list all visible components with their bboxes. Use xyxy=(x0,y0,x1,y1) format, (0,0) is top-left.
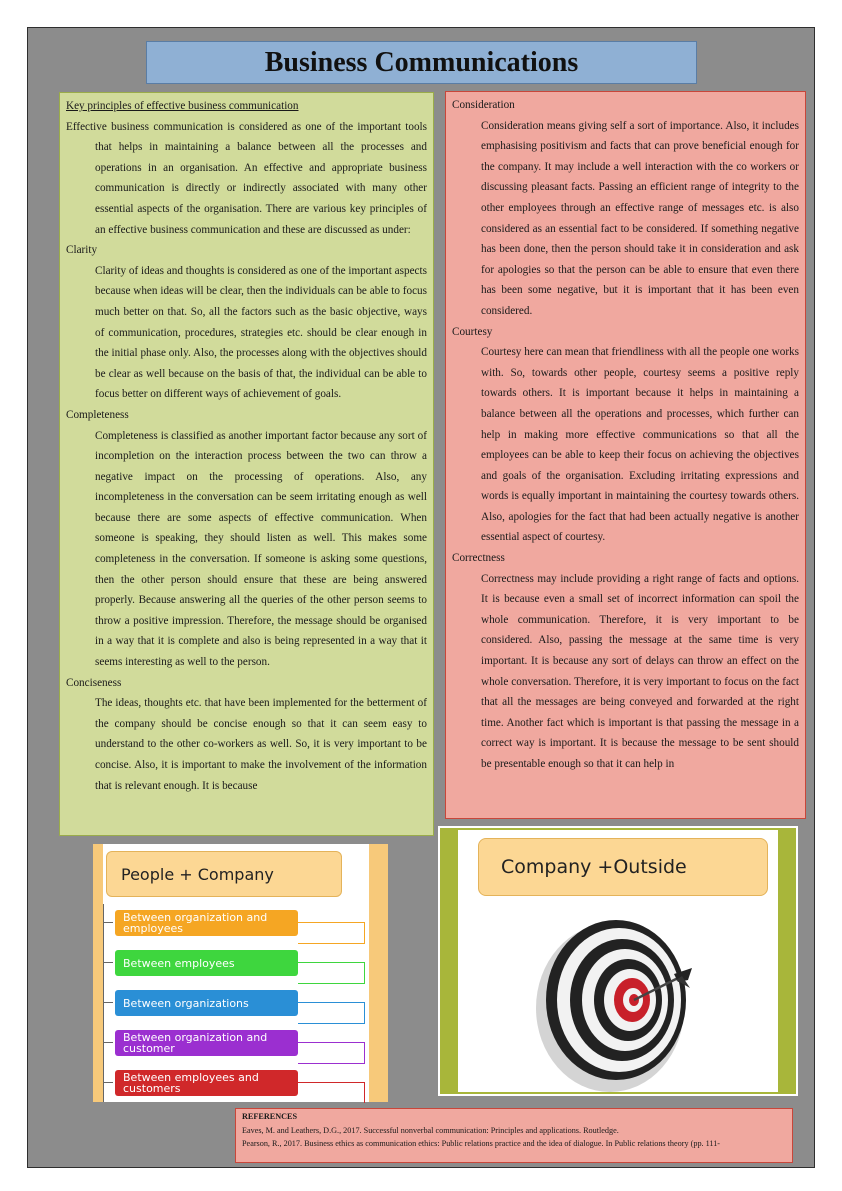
company-outside-title: Company +Outside xyxy=(478,838,768,896)
section-body-conciseness: The ideas, thoughts etc. that have been implemented for the betterment of the company should be concise enough so that it can seem easy to understand to the other co-workers as well. So, it is very important to be concise. Also, it is important to make the involvement of the information that is relevant enough. It is because xyxy=(95,697,427,792)
diagram-item-label: Between employees xyxy=(115,950,298,976)
intro-paragraph: Effective business communication is considered as one of the important tools that helps in maintaining a balance between all the processes and operations in an organisation. An effective and appropriate business communication is directly or indirectly associated with many other essential aspects of the organisation. There are various key principles of an effective business communication and these are discussed as under: xyxy=(66,120,427,236)
diagram-trunk-line xyxy=(103,904,104,1102)
poster xyxy=(27,27,815,1168)
diagram-item-label: Between employees and customers xyxy=(115,1070,298,1096)
company-outside-image xyxy=(438,826,798,1096)
section-body-consideration: Consideration means giving self a sort of importance. Also, it includes emphasising positivism and facts that can prove beneficial enough for the company. It may include a well interaction with the co workers or discussing pleasant facts. Passing an efficient range of integrity to the other employees through an effective range of messages etc. is also considered as an essential fact to be considered. If something negative has been done, then the person should take it in consideration and ask for apologies so that the person can be able to ensure that even there has been some negative, but it is important that it has been even considered. xyxy=(481,119,799,317)
section-body-courtesy: Courtesy here can mean that friendliness with all the people one works with. So, towards other people, courtesy seems a positive reply towards others. It is important because it helps in maintaining a balance between all the operations and processes, which further can help in making more effective communications so that all the employees can be able to keep their focus on achieving the objectives and goals of the organisation. Excluding irritating expressions and words is equally important in maintaining the courtesy towards others. Also, apologies for the fact that had been actually negative is another essential aspect of courtesy. xyxy=(481,346,799,544)
title-banner xyxy=(146,41,697,84)
section-body-correctness: Correctness may include providing a right range of facts and options. It is because even a small set of incorrect information can spoil the whole communication. Therefore, it is very important to be considered. Also, passing the message at the same time is very important. It is because any sort of delays can throw an effect on the whole conversation. Therefore, it is very important to focus on the fact that all the messages are being conveyed and forwarded at the right time. Another fact which is important is that passing the message in a correct way is important. It is because the message to be sent should be presentable enough so that it can help in xyxy=(481,572,799,770)
section-heading-conciseness: Conciseness xyxy=(66,676,122,689)
section-heading-completeness: Completeness xyxy=(66,408,129,421)
section-heading-clarity: Clarity xyxy=(66,244,98,257)
diagram-item-label: Between organization and employees xyxy=(115,910,298,936)
references-box xyxy=(235,1108,793,1163)
target-dart-icon xyxy=(458,830,778,1092)
diagram-item-label: Between organization and customer xyxy=(115,1030,298,1056)
section-heading-consideration: Consideration xyxy=(452,99,515,111)
people-company-title: People + Company xyxy=(106,851,342,897)
reference-item: Pearson, R., 2017. Business ethics as communication ethics: Public relations practice and the idea of dialogue. In Public relations theory (pp. 111- xyxy=(242,1139,721,1148)
diagram-item-label: Between organizations xyxy=(115,990,298,1016)
left-text-panel xyxy=(59,92,434,836)
right-text-panel xyxy=(445,91,806,819)
left-heading: Key principles of effective business communication xyxy=(66,100,299,112)
reference-item: Eaves, M. and Leathers, D.G., 2017. Successful nonverbal communication: Principles and applications. Routledge. xyxy=(242,1125,619,1135)
section-heading-courtesy: Courtesy xyxy=(452,325,493,338)
people-company-diagram xyxy=(93,844,388,1102)
section-body-completeness: Completeness is classified as another important factor because any sort of incompletion on the interaction process between the two can throw a negative impact on the processing of operations. Also, any incompleteness in the conversation can be seem irritating enough as well because there are some aspects of effective communication. When someone is speaking, they should listen as well. This makes some completeness in the conversation. If someone is asking some questions, then the other person should ensure that these are being answered properly. Because answering all the queries of the other person seems to throw a positive impression. Therefore, the message should be organised in a way that it is complete and also is being represented in a way that it seems interesting as well to the person. xyxy=(95,429,427,669)
references-heading: REFERENCES xyxy=(242,1112,298,1121)
section-body-clarity: Clarity of ideas and thoughts is considered as one of the important aspects because when ideas will be clear, then the individuals can be able to focus much better on that. So, all the factors such as the basic objective, ways of communication, procedures, strategies etc. should be clear enough in the initial phase only. Also, the processes along with the objectives should be clear as well because on the basis of that, the individual can be able to focus better on different ways of achievement of goals. xyxy=(95,264,427,401)
page-title: Business Communications xyxy=(264,46,579,78)
section-heading-correctness: Correctness xyxy=(452,552,505,565)
